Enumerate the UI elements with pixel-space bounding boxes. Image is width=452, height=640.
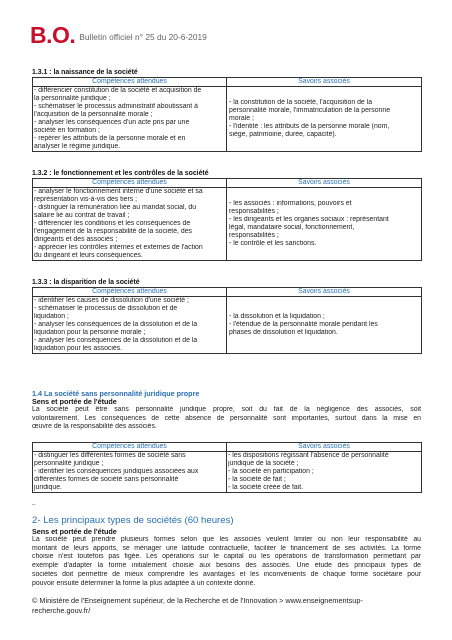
- text-line: du dirigeant et leurs conséquences.: [34, 252, 143, 260]
- text-line: personnalité morale, l'immatriculation de la personne: [229, 107, 391, 115]
- text-line: - la société créée de fait.: [228, 484, 304, 492]
- text-line: responsabilités ;: [229, 208, 279, 216]
- bulletin-header: [30, 22, 207, 48]
- text-line: analyser le régime juridique.: [34, 143, 121, 151]
- section-1-4-sens-heading: Sens et portée de l'étude: [32, 397, 117, 406]
- text-line: - l'identité : les attributs de la personne morale (nom,: [229, 123, 390, 131]
- competences-cell: [33, 87, 227, 152]
- competences-header: Compétences attendues: [33, 443, 227, 452]
- savoirs-cell: [227, 188, 422, 261]
- text-line: - analyser les conséquences d'un acte pris par une: [34, 119, 190, 127]
- section-1-4-title: 1.4 La société sans personnalité juridique propre: [32, 389, 200, 398]
- competences-header: Compétences attendues: [33, 288, 227, 297]
- savoirs-header: Savoirs associés: [227, 443, 422, 452]
- text-line: l'engagement de la responsabilité de la société, des: [34, 228, 192, 236]
- text-line: - identifier les causes de dissolution d'une société ;: [34, 297, 189, 304]
- text-line: personnalité juridique ;: [34, 460, 104, 468]
- text-line: œuvre de la responsabilité des associés.: [32, 423, 157, 431]
- text-line: dirigeants et des associés ;: [34, 236, 118, 244]
- text-line: l'acquisition de la personnalité morale ;: [34, 111, 153, 119]
- text-line: représentation vis-à-vis des tiers ;: [34, 196, 138, 204]
- text-line: sociétés doit permettre de mieux comprendre les avantages et les inconvénients de chaque forme sociétaire pour: [32, 570, 421, 578]
- text-line: société en formation ;: [34, 127, 100, 135]
- text-line: différentes formes de société sans personnalité: [34, 476, 179, 484]
- savoirs-header: Savoirs associés: [227, 288, 422, 297]
- section-1-3-1-table: [32, 77, 422, 152]
- savoirs-cell: [227, 297, 422, 354]
- text-line: - repérer les attributs de la personne morale et en: [34, 135, 186, 143]
- text-line: pouvoir ensuite déterminer la forme la plus adaptée à un contexte donné.: [32, 579, 256, 587]
- text-line: - apprécier les contrôles internes et externes de l'action: [34, 244, 203, 252]
- text-line: - la société en participation ;: [228, 468, 314, 476]
- bo-logo: B.O.: [30, 22, 76, 48]
- text-line: volontairement. Les conséquences de cette absence de personnalité sont importantes, surtout dans la mise en: [32, 414, 421, 422]
- competences-cell: [33, 452, 227, 493]
- text-line: phases de dissolution et liquidation.: [229, 329, 338, 337]
- text-line: - distinguer les différentes formes de société sans: [34, 452, 186, 459]
- text-line: juridique.: [34, 484, 62, 492]
- text-line: exemple d'adapter la forme initialement choisie aux besoins des associés. Une étude des principaux types de: [32, 562, 421, 570]
- text-line: montant de leurs apports, se ménager une latitude contractuelle, faciliter le financement de ses activités. La forme: [32, 544, 421, 552]
- savoirs-header: Savoirs associés: [227, 179, 422, 188]
- section-1-4-table: [32, 442, 422, 493]
- text-line: La société peut être sans personnalité juridique propre, soit du fait de la négligence des associés, soit: [32, 406, 421, 413]
- text-line: salaire lié au contrat de travail ;: [34, 212, 130, 220]
- section-1-3-2-title: 1.3.2 : le fonctionnement et les contrôles de la société: [32, 170, 209, 177]
- section-1-3-3-table: [32, 287, 422, 354]
- competences-cell: [33, 297, 227, 354]
- text-line: la personnalité juridique ;: [34, 95, 111, 103]
- text-line: responsabilités ;: [229, 232, 279, 240]
- text-line: - analyser le fonctionnement interne d'une société et sa: [34, 188, 203, 195]
- separator-dash: –: [32, 502, 36, 508]
- text-line: - la constitution de la société, l'acquisition de la: [229, 99, 373, 107]
- text-line: - différencier constitution de la société et acquisition de: [34, 87, 202, 94]
- competences-header: Compétences attendues: [33, 78, 227, 87]
- text-line: - les dirigeants et les organes sociaux : représentant: [229, 216, 389, 224]
- text-line: - schématiser le processus administratif aboutissant à: [34, 103, 198, 111]
- text-line: juridique de la société ;: [228, 460, 299, 468]
- section-1-4-paragraph: [32, 406, 421, 432]
- footer-line: © Ministère de l'Enseignement supérieur, de la Recherche et de l'Innovation > www.enseignementsup-: [32, 596, 363, 605]
- text-line: choisie n'est toutefois pas figée. Les opérations sur le capital ou les opérations de transformation permettant par: [32, 553, 421, 561]
- bulletin-title: Bulletin officiel n° 25 du 20-6-2019: [79, 32, 207, 42]
- text-line: - analyser les conséquences de la dissolution et de la: [34, 321, 198, 329]
- section-2-sens-heading: Sens et portée de l'étude: [32, 527, 117, 536]
- section-1-3-2-table: [32, 178, 422, 261]
- text-line: liquidation ;: [34, 313, 69, 321]
- section-2-title: 2- Les principaux types de sociétés (60 heures): [32, 515, 234, 526]
- text-line: siège, patrimoine, durée, capacité).: [229, 131, 337, 139]
- text-line: morale ;: [229, 115, 254, 123]
- text-line: - différencier les conditions et les conséquences de: [34, 220, 191, 228]
- text-line: - identifier les conséquences juridiques associées aux: [34, 468, 199, 476]
- footer-copyright: [32, 596, 363, 615]
- text-line: - schématiser le processus de dissolution et de: [34, 305, 178, 313]
- text-line: liquidation pour les associés.: [34, 345, 123, 353]
- text-line: - les associés : informations, pouvoirs et: [229, 200, 352, 208]
- text-line: La société peut prendre plusieurs formes selon que les associés veulent limiter ou non leur responsabilité au: [32, 536, 421, 543]
- text-line: - distinguer la rémunération liée au mandat social, du: [34, 204, 197, 212]
- competences-header: Compétences attendues: [33, 179, 227, 188]
- competences-cell: [33, 188, 227, 261]
- savoirs-cell: [227, 87, 422, 152]
- section-1-3-1-title: 1.3.1 : la naissance de la société: [32, 69, 138, 76]
- text-line: liquidation pour la personne morale ;: [34, 329, 146, 337]
- text-line: - les dispositions régissant l'absence de personnalité: [228, 452, 389, 459]
- text-line: légal, mandataire social, fonctionnement,: [229, 224, 355, 232]
- section-1-3-3-title: 1.3.3 : la disparition de la société: [32, 279, 140, 286]
- savoirs-cell: [227, 452, 422, 493]
- text-line: - analyser les conséquences de la dissolution et de la: [34, 337, 198, 345]
- savoirs-header: Savoirs associés: [227, 78, 422, 87]
- section-2-paragraph: [32, 536, 421, 588]
- text-line: - l'étendue de la personnalité morale pendant les: [229, 321, 378, 329]
- text-line: - la dissolution et la liquidation ;: [229, 313, 325, 321]
- text-line: - la société de fait ;: [228, 476, 286, 484]
- footer-link[interactable]: recherche.gouv.fr/: [32, 605, 91, 615]
- text-line: - le contrôle et les sanctions.: [229, 240, 317, 248]
